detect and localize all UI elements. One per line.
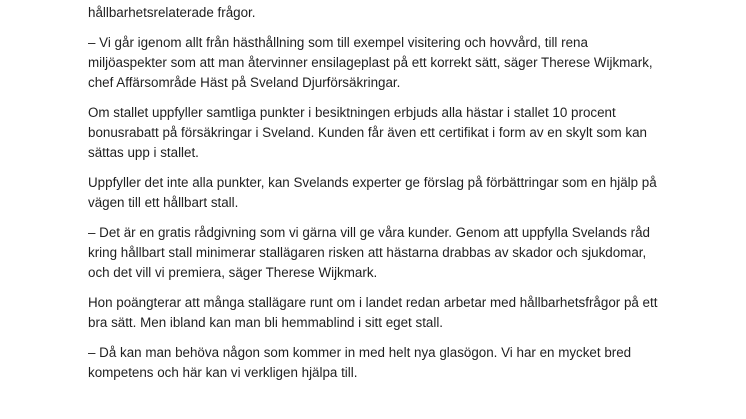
paragraph-stable-owners: Hon poängterar att många stallägare runt om i landet redan arbetar med hållbarhetsfrågor på ett bra sätt. Men ibland kan man bli hemmablind i sitt eget stall. (88, 295, 658, 330)
paragraph-improvement-suggestions: Uppfyller det inte alla punkter, kan Svelands experter ge förslag på förbättringar som en hjälp på vägen till ett hållbart stall. (88, 175, 657, 210)
paragraph-quote-competence: – Då kan man behöva någon som kommer in med helt nya glasögon. Vi har en mycket bred kompetens och här kan vi verkligen hjälpa till. (88, 345, 632, 380)
article-body (88, 3, 668, 393)
paragraph-bonus-discount: Om stallet uppfyller samtliga punkter i besiktningen erbjuds alla hästar i stallet 10 procent bonusrabatt på försäkringar i Sveland. Kunden får även ett certifikat i form av en skylt som kan sättas upp i stallet. (88, 105, 647, 160)
paragraph-quote-advice: – Det är en gratis rådgivning som vi gärna vill ge våra kunder. Genom att uppfylla Svelands råd kring hållbart stall minimerar stallägaren risken att hästarna drabbas av skador och sjukdomar, och det vill vi premiera, säger Therese Wijkmark. (88, 225, 650, 280)
paragraph-intro-tail: hållbarhetsrelaterade frågor. (88, 5, 256, 20)
paragraph-quote-inspection: – Vi går igenom allt från hästhållning som till exempel visitering och hovvård, till rena miljöaspekter som att man återvinner ensilageplast på ett korrekt sätt, säger Therese Wijkmark, chef Affärsområde Häst på Sveland Djurförsäkringar. (88, 35, 653, 90)
